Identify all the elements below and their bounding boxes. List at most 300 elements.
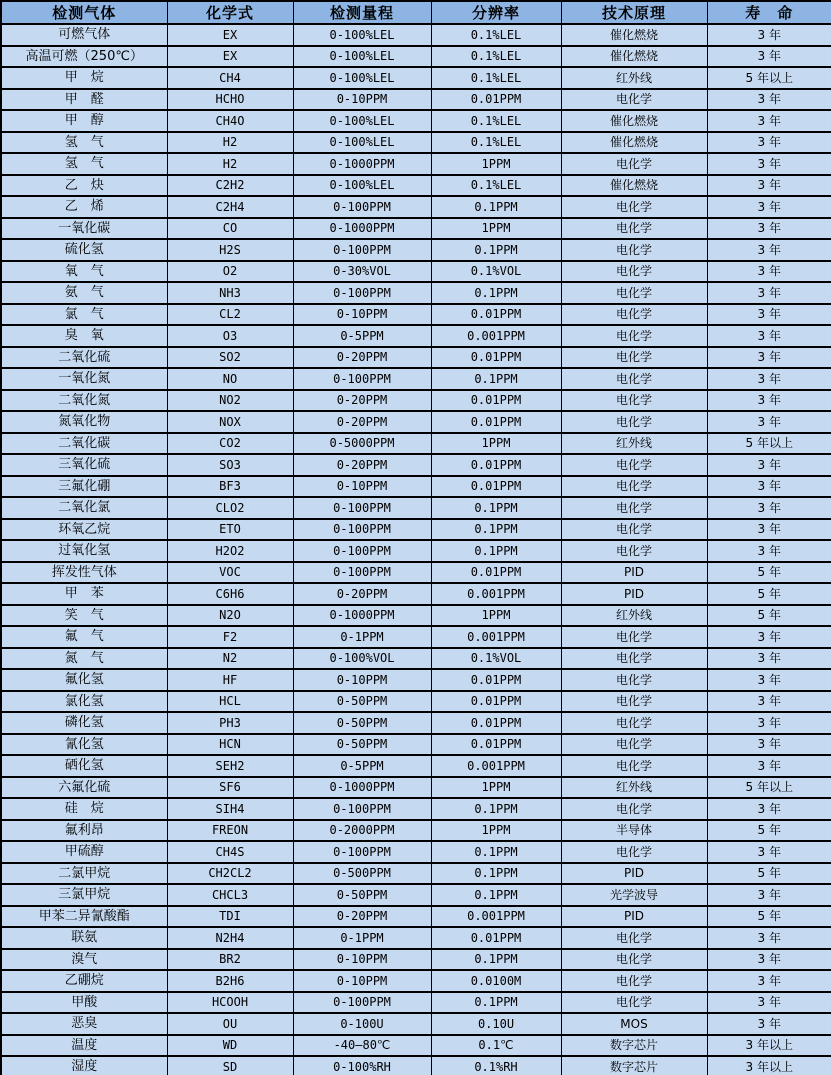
principle-cell: 电化学 [561, 712, 707, 734]
principle-cell: 催化燃烧 [561, 175, 707, 197]
table-row [1, 927, 831, 949]
principle-cell: 电化学 [561, 196, 707, 218]
table-row [1, 906, 831, 928]
gas-name-cell: 高温可燃（250℃） [1, 46, 167, 68]
gas-name-cell: 氯化氢 [1, 691, 167, 713]
table-row [1, 46, 831, 68]
lifespan-cell: 3 年 [707, 1013, 831, 1035]
resolution-cell: 0.1PPM [431, 992, 561, 1014]
gas-name-cell: 三氯甲烷 [1, 884, 167, 906]
resolution-cell: 0.1%LEL [431, 67, 561, 89]
resolution-cell: 0.001PPM [431, 755, 561, 777]
resolution-cell: 1PPM [431, 820, 561, 842]
formula-cell: C2H2 [167, 175, 293, 197]
gas-name-cell: 硫化氢 [1, 239, 167, 261]
formula-cell: HCOOH [167, 992, 293, 1014]
principle-cell: 电化学 [561, 949, 707, 971]
range-cell: 0-100%LEL [293, 46, 431, 68]
table-row [1, 390, 831, 412]
gas-name-cell: 甲 醇 [1, 110, 167, 132]
lifespan-cell: 3 年 [707, 648, 831, 670]
principle-cell: 电化学 [561, 304, 707, 326]
principle-cell: 光学波导 [561, 884, 707, 906]
lifespan-cell: 3 年以上 [707, 1056, 831, 1075]
resolution-cell: 0.1%LEL [431, 46, 561, 68]
resolution-cell: 1PPM [431, 153, 561, 175]
gas-name-cell: 氧 气 [1, 261, 167, 283]
principle-cell: 电化学 [561, 691, 707, 713]
resolution-cell: 0.1℃ [431, 1035, 561, 1057]
range-cell: 0-20PPM [293, 583, 431, 605]
range-cell: 0-100PPM [293, 841, 431, 863]
formula-cell: CH4O [167, 110, 293, 132]
gas-name-cell: 可燃气体 [1, 24, 167, 46]
resolution-cell: 0.01PPM [431, 691, 561, 713]
lifespan-cell: 3 年 [707, 476, 831, 498]
lifespan-cell: 3 年 [707, 454, 831, 476]
formula-cell: VOC [167, 562, 293, 584]
lifespan-cell: 5 年 [707, 820, 831, 842]
formula-cell: C2H4 [167, 196, 293, 218]
range-cell: 0-100%LEL [293, 175, 431, 197]
principle-cell: 电化学 [561, 519, 707, 541]
principle-cell: PID [561, 583, 707, 605]
range-cell: 0-1PPM [293, 927, 431, 949]
formula-cell: CLO2 [167, 497, 293, 519]
formula-cell: HCL [167, 691, 293, 713]
lifespan-cell: 3 年 [707, 110, 831, 132]
table-row [1, 798, 831, 820]
formula-cell: OU [167, 1013, 293, 1035]
table-row [1, 777, 831, 799]
principle-cell: 电化学 [561, 927, 707, 949]
formula-cell: EX [167, 46, 293, 68]
gas-name-cell: 氮 气 [1, 648, 167, 670]
table-row [1, 519, 831, 541]
gas-name-cell: 笑 气 [1, 605, 167, 627]
resolution-cell: 0.1PPM [431, 863, 561, 885]
lifespan-cell: 3 年 [707, 196, 831, 218]
resolution-cell: 0.1PPM [431, 497, 561, 519]
range-cell: 0-100PPM [293, 798, 431, 820]
range-cell: 0-10PPM [293, 669, 431, 691]
principle-cell: 电化学 [561, 626, 707, 648]
table-row [1, 1056, 831, 1075]
table-row [1, 476, 831, 498]
table-row [1, 454, 831, 476]
lifespan-cell: 3 年 [707, 347, 831, 369]
gas-name-cell: 联氨 [1, 927, 167, 949]
table-row [1, 992, 831, 1014]
range-cell: 0-100%LEL [293, 24, 431, 46]
header-row [1, 1, 831, 24]
lifespan-cell: 3 年 [707, 261, 831, 283]
principle-cell: 电化学 [561, 325, 707, 347]
range-cell: 0-50PPM [293, 884, 431, 906]
lifespan-cell: 3 年 [707, 927, 831, 949]
resolution-cell: 0.01PPM [431, 669, 561, 691]
gas-name-cell: 环氧乙烷 [1, 519, 167, 541]
lifespan-cell: 3 年 [707, 755, 831, 777]
principle-cell: 电化学 [561, 390, 707, 412]
formula-cell: HF [167, 669, 293, 691]
formula-cell: CO2 [167, 433, 293, 455]
range-cell: 0-100PPM [293, 196, 431, 218]
principle-cell: 电化学 [561, 669, 707, 691]
range-cell: 0-5000PPM [293, 433, 431, 455]
formula-cell: HCHO [167, 89, 293, 111]
lifespan-cell: 3 年 [707, 175, 831, 197]
resolution-cell: 0.001PPM [431, 583, 561, 605]
gas-name-cell: 恶臭 [1, 1013, 167, 1035]
principle-cell: 红外线 [561, 67, 707, 89]
range-cell: 0-1000PPM [293, 218, 431, 240]
lifespan-cell: 5 年 [707, 583, 831, 605]
formula-cell: F2 [167, 626, 293, 648]
table-row [1, 282, 831, 304]
resolution-cell: 0.1PPM [431, 540, 561, 562]
principle-cell: 催化燃烧 [561, 132, 707, 154]
gas-name-cell: 氰化氢 [1, 734, 167, 756]
principle-cell: 电化学 [561, 454, 707, 476]
range-cell: 0-10PPM [293, 949, 431, 971]
gas-name-cell: 氟化氢 [1, 669, 167, 691]
formula-cell: C6H6 [167, 583, 293, 605]
lifespan-cell: 3 年以上 [707, 1035, 831, 1057]
range-cell: 0-1000PPM [293, 605, 431, 627]
principle-cell: 红外线 [561, 777, 707, 799]
formula-cell: CH2CL2 [167, 863, 293, 885]
principle-cell: 电化学 [561, 755, 707, 777]
formula-cell: BR2 [167, 949, 293, 971]
principle-cell: PID [561, 562, 707, 584]
range-cell: 0-100PPM [293, 562, 431, 584]
resolution-cell: 0.10U [431, 1013, 561, 1035]
range-cell: 0-2000PPM [293, 820, 431, 842]
column-header: 技术原理 [561, 1, 707, 24]
range-cell: 0-100PPM [293, 497, 431, 519]
gas-name-cell: 二氧化氯 [1, 497, 167, 519]
resolution-cell: 1PPM [431, 218, 561, 240]
range-cell: 0-500PPM [293, 863, 431, 885]
table-row [1, 970, 831, 992]
table-row [1, 863, 831, 885]
formula-cell: SO3 [167, 454, 293, 476]
lifespan-cell: 5 年 [707, 562, 831, 584]
gas-name-cell: 乙硼烷 [1, 970, 167, 992]
formula-cell: NO2 [167, 390, 293, 412]
resolution-cell: 0.01PPM [431, 712, 561, 734]
lifespan-cell: 3 年 [707, 89, 831, 111]
principle-cell: 电化学 [561, 411, 707, 433]
lifespan-cell: 3 年 [707, 46, 831, 68]
lifespan-cell: 3 年 [707, 282, 831, 304]
resolution-cell: 0.01PPM [431, 734, 561, 756]
resolution-cell: 0.0100M [431, 970, 561, 992]
principle-cell: 电化学 [561, 261, 707, 283]
range-cell: 0-20PPM [293, 347, 431, 369]
principle-cell: 红外线 [561, 605, 707, 627]
range-cell: 0-20PPM [293, 390, 431, 412]
resolution-cell: 0.1PPM [431, 949, 561, 971]
table-row [1, 411, 831, 433]
table-row [1, 433, 831, 455]
lifespan-cell: 3 年 [707, 841, 831, 863]
table-row [1, 1013, 831, 1035]
formula-cell: NH3 [167, 282, 293, 304]
lifespan-cell: 3 年 [707, 132, 831, 154]
table-row [1, 110, 831, 132]
range-cell: 0-100PPM [293, 992, 431, 1014]
resolution-cell: 0.01PPM [431, 927, 561, 949]
resolution-cell: 0.1%LEL [431, 175, 561, 197]
lifespan-cell: 3 年 [707, 519, 831, 541]
principle-cell: 数字芯片 [561, 1035, 707, 1057]
lifespan-cell: 5 年 [707, 906, 831, 928]
resolution-cell: 0.1PPM [431, 196, 561, 218]
table-row [1, 820, 831, 842]
gas-name-cell: 乙 烯 [1, 196, 167, 218]
gas-name-cell: 甲 烷 [1, 67, 167, 89]
table-row [1, 175, 831, 197]
resolution-cell: 1PPM [431, 433, 561, 455]
principle-cell: 红外线 [561, 433, 707, 455]
formula-cell: TDI [167, 906, 293, 928]
resolution-cell: 0.01PPM [431, 89, 561, 111]
table-row [1, 325, 831, 347]
lifespan-cell: 3 年 [707, 798, 831, 820]
table-row [1, 712, 831, 734]
formula-cell: N2O [167, 605, 293, 627]
gas-name-cell: 氢 气 [1, 132, 167, 154]
principle-cell: 电化学 [561, 368, 707, 390]
formula-cell: BF3 [167, 476, 293, 498]
principle-cell: 电化学 [561, 153, 707, 175]
formula-cell: NOX [167, 411, 293, 433]
lifespan-cell: 3 年 [707, 304, 831, 326]
principle-cell: PID [561, 863, 707, 885]
range-cell: 0-100PPM [293, 282, 431, 304]
resolution-cell: 0.1PPM [431, 239, 561, 261]
principle-cell: 催化燃烧 [561, 46, 707, 68]
gas-name-cell: 六氟化硫 [1, 777, 167, 799]
table-row [1, 239, 831, 261]
principle-cell: 电化学 [561, 734, 707, 756]
gas-name-cell: 温度 [1, 1035, 167, 1057]
resolution-cell: 0.1PPM [431, 519, 561, 541]
lifespan-cell: 3 年 [707, 712, 831, 734]
lifespan-cell: 5 年以上 [707, 433, 831, 455]
lifespan-cell: 3 年 [707, 24, 831, 46]
table-row [1, 949, 831, 971]
gas-name-cell: 乙 炔 [1, 175, 167, 197]
lifespan-cell: 5 年 [707, 863, 831, 885]
formula-cell: SF6 [167, 777, 293, 799]
gas-name-cell: 一氧化碳 [1, 218, 167, 240]
resolution-cell: 0.1PPM [431, 368, 561, 390]
formula-cell: EX [167, 24, 293, 46]
range-cell: -40—80℃ [293, 1035, 431, 1057]
table-row [1, 24, 831, 46]
resolution-cell: 0.1PPM [431, 282, 561, 304]
gas-name-cell: 氯 气 [1, 304, 167, 326]
table-row [1, 132, 831, 154]
table-row [1, 153, 831, 175]
principle-cell: 电化学 [561, 841, 707, 863]
gas-name-cell: 三氟化硼 [1, 476, 167, 498]
table-row [1, 261, 831, 283]
formula-cell: N2 [167, 648, 293, 670]
resolution-cell: 0.001PPM [431, 906, 561, 928]
range-cell: 0-10PPM [293, 304, 431, 326]
principle-cell: 催化燃烧 [561, 24, 707, 46]
range-cell: 0-10PPM [293, 89, 431, 111]
formula-cell: ETO [167, 519, 293, 541]
principle-cell: 电化学 [561, 218, 707, 240]
column-header: 检测量程 [293, 1, 431, 24]
formula-cell: SIH4 [167, 798, 293, 820]
gas-name-cell: 二氧化氮 [1, 390, 167, 412]
table-row [1, 755, 831, 777]
resolution-cell: 0.1PPM [431, 884, 561, 906]
principle-cell: 电化学 [561, 347, 707, 369]
gas-name-cell: 氟 气 [1, 626, 167, 648]
lifespan-cell: 3 年 [707, 992, 831, 1014]
resolution-cell: 0.1%LEL [431, 24, 561, 46]
gas-name-cell: 一氧化氮 [1, 368, 167, 390]
table-row [1, 196, 831, 218]
table-row [1, 734, 831, 756]
formula-cell: SEH2 [167, 755, 293, 777]
gas-name-cell: 硅 烷 [1, 798, 167, 820]
lifespan-cell: 3 年 [707, 949, 831, 971]
formula-cell: O3 [167, 325, 293, 347]
table-row [1, 89, 831, 111]
resolution-cell: 0.001PPM [431, 626, 561, 648]
formula-cell: N2H4 [167, 927, 293, 949]
gas-name-cell: 二氧化碳 [1, 433, 167, 455]
principle-cell: 电化学 [561, 89, 707, 111]
principle-cell: 催化燃烧 [561, 110, 707, 132]
table-row [1, 304, 831, 326]
principle-cell: 电化学 [561, 497, 707, 519]
range-cell: 0-50PPM [293, 691, 431, 713]
lifespan-cell: 3 年 [707, 691, 831, 713]
lifespan-cell: 3 年 [707, 239, 831, 261]
lifespan-cell: 3 年 [707, 390, 831, 412]
gas-name-cell: 过氧化氢 [1, 540, 167, 562]
range-cell: 0-100%LEL [293, 132, 431, 154]
lifespan-cell: 3 年 [707, 669, 831, 691]
lifespan-cell: 3 年 [707, 497, 831, 519]
principle-cell: 电化学 [561, 798, 707, 820]
table-row [1, 368, 831, 390]
principle-cell: 电化学 [561, 476, 707, 498]
column-header: 分辨率 [431, 1, 561, 24]
resolution-cell: 1PPM [431, 605, 561, 627]
lifespan-cell: 3 年 [707, 368, 831, 390]
lifespan-cell: 5 年以上 [707, 777, 831, 799]
column-header: 检测气体 [1, 1, 167, 24]
range-cell: 0-10PPM [293, 476, 431, 498]
range-cell: 0-100PPM [293, 368, 431, 390]
gas-name-cell: 湿度 [1, 1056, 167, 1075]
gas-name-cell: 硒化氢 [1, 755, 167, 777]
gas-name-cell: 甲苯二异氰酸酯 [1, 906, 167, 928]
resolution-cell: 0.1%VOL [431, 261, 561, 283]
range-cell: 0-100PPM [293, 540, 431, 562]
table-row [1, 648, 831, 670]
range-cell: 0-100%LEL [293, 110, 431, 132]
table-row [1, 497, 831, 519]
principle-cell: 电化学 [561, 282, 707, 304]
formula-cell: SO2 [167, 347, 293, 369]
table-row [1, 841, 831, 863]
principle-cell: 电化学 [561, 540, 707, 562]
principle-cell: 电化学 [561, 992, 707, 1014]
gas-name-cell: 溴气 [1, 949, 167, 971]
formula-cell: H2S [167, 239, 293, 261]
resolution-cell: 0.1%RH [431, 1056, 561, 1075]
formula-cell: WD [167, 1035, 293, 1057]
resolution-cell: 0.1PPM [431, 841, 561, 863]
gas-name-cell: 磷化氢 [1, 712, 167, 734]
lifespan-cell: 3 年 [707, 218, 831, 240]
resolution-cell: 0.001PPM [431, 325, 561, 347]
resolution-cell: 1PPM [431, 777, 561, 799]
table-row [1, 605, 831, 627]
table-row [1, 540, 831, 562]
range-cell: 0-20PPM [293, 906, 431, 928]
range-cell: 0-5PPM [293, 755, 431, 777]
formula-cell: SD [167, 1056, 293, 1075]
gas-name-cell: 二氯甲烷 [1, 863, 167, 885]
range-cell: 0-1PPM [293, 626, 431, 648]
range-cell: 0-10PPM [293, 970, 431, 992]
gas-name-cell: 甲 苯 [1, 583, 167, 605]
gas-name-cell: 三氧化硫 [1, 454, 167, 476]
principle-cell: MOS [561, 1013, 707, 1035]
range-cell: 0-20PPM [293, 411, 431, 433]
gas-name-cell: 甲酸 [1, 992, 167, 1014]
gas-name-cell: 氢 气 [1, 153, 167, 175]
principle-cell: 半导体 [561, 820, 707, 842]
lifespan-cell: 3 年 [707, 734, 831, 756]
gas-name-cell: 臭 氧 [1, 325, 167, 347]
resolution-cell: 0.01PPM [431, 562, 561, 584]
formula-cell: NO [167, 368, 293, 390]
formula-cell: H2 [167, 153, 293, 175]
resolution-cell: 0.01PPM [431, 304, 561, 326]
range-cell: 0-20PPM [293, 454, 431, 476]
lifespan-cell: 5 年以上 [707, 67, 831, 89]
range-cell: 0-100%VOL [293, 648, 431, 670]
table-row [1, 691, 831, 713]
resolution-cell: 0.01PPM [431, 347, 561, 369]
range-cell: 0-1000PPM [293, 153, 431, 175]
lifespan-cell: 3 年 [707, 626, 831, 648]
formula-cell: PH3 [167, 712, 293, 734]
table-row [1, 218, 831, 240]
resolution-cell: 0.01PPM [431, 411, 561, 433]
table-row [1, 583, 831, 605]
range-cell: 0-50PPM [293, 734, 431, 756]
resolution-cell: 0.1%VOL [431, 648, 561, 670]
gas-name-cell: 二氧化硫 [1, 347, 167, 369]
lifespan-cell: 3 年 [707, 153, 831, 175]
lifespan-cell: 3 年 [707, 970, 831, 992]
formula-cell: H2O2 [167, 540, 293, 562]
